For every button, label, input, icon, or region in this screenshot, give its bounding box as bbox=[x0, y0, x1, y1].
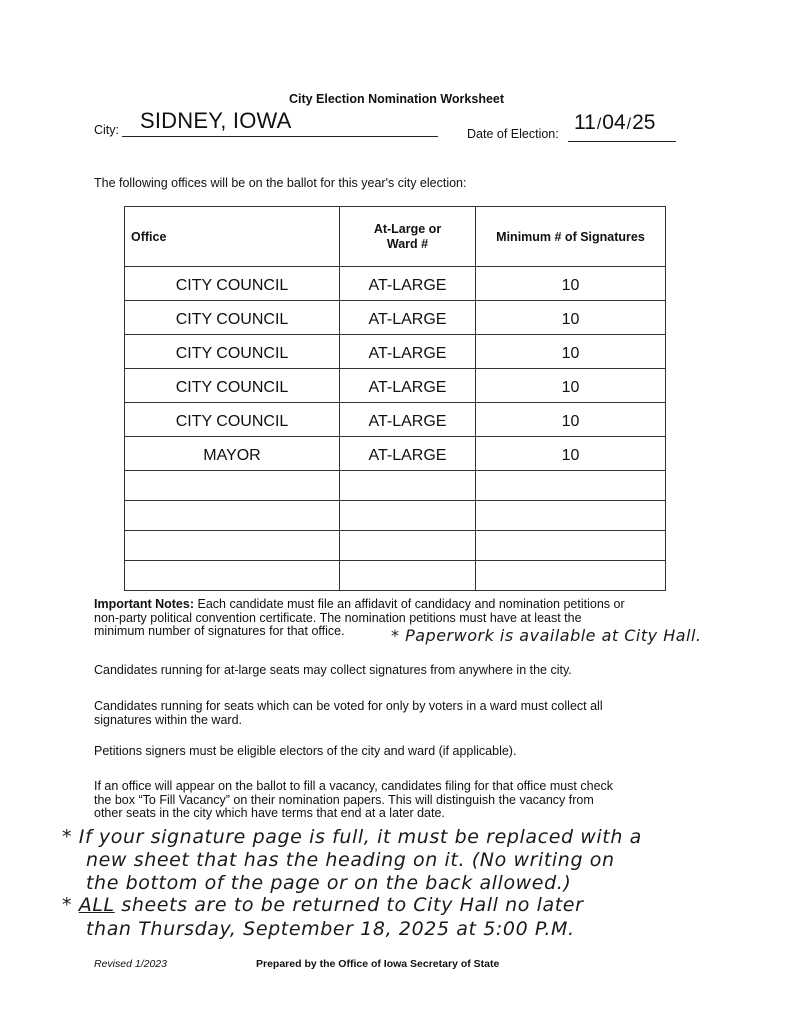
office-cell bbox=[125, 471, 340, 501]
ward-cell: AT-LARGE bbox=[340, 335, 476, 369]
ward-note-line-2: signatures within the ward. bbox=[94, 712, 242, 727]
ward-cell bbox=[340, 471, 476, 501]
office-cell: CITY COUNCIL bbox=[125, 335, 340, 369]
ward-cell: AT-LARGE bbox=[340, 267, 476, 301]
notes-line-1-text: Each candidate must file an affidavit of candidacy and nomination petitions or bbox=[197, 597, 625, 611]
handwritten-paperwork-note: * Paperwork is available at City Hall. bbox=[391, 626, 702, 645]
table-row bbox=[125, 403, 666, 437]
handwritten-line-2: new sheet that has the heading on it. (No writing on bbox=[86, 849, 615, 871]
notes-line-1 bbox=[94, 598, 699, 612]
handwritten-line-4-prefix: * bbox=[62, 894, 79, 916]
signatures-cell bbox=[476, 501, 666, 531]
notes-line-3: minimum number of signatures for that office. bbox=[94, 624, 345, 638]
revised-date: Revised 1/2023 bbox=[94, 958, 167, 970]
notes-line-2: non-party political convention certificate. The nomination petitions must have at least the bbox=[94, 610, 582, 625]
date-year: 25 bbox=[632, 111, 656, 134]
ward-note-line-1: Candidates running for seats which can be voted for only by voters in a ward must collect all bbox=[94, 699, 603, 713]
signatures-cell bbox=[476, 471, 666, 501]
ward-cell: AT-LARGE bbox=[340, 369, 476, 403]
office-cell bbox=[125, 501, 340, 531]
signatures-cell: 10 bbox=[476, 267, 666, 301]
intro-text: The following offices will be on the ballot for this year's city election: bbox=[94, 176, 467, 190]
prepared-by: Prepared by the Office of Iowa Secretary of State bbox=[256, 958, 500, 970]
table-row bbox=[125, 531, 666, 561]
table-header-row bbox=[125, 207, 666, 267]
handwritten-line-4 bbox=[62, 894, 584, 916]
table-row bbox=[125, 267, 666, 301]
table-row bbox=[125, 501, 666, 531]
office-cell bbox=[125, 531, 340, 561]
date-day: 04 bbox=[602, 111, 626, 134]
handwritten-line-5: than Thursday, September 18, 2025 at 5:00 P.M. bbox=[86, 918, 575, 940]
signatures-cell: 10 bbox=[476, 335, 666, 369]
signatures-cell bbox=[476, 531, 666, 561]
header-office: Office bbox=[125, 207, 340, 267]
office-cell: CITY COUNCIL bbox=[125, 369, 340, 403]
header-ward bbox=[340, 207, 476, 267]
date-underline bbox=[568, 141, 676, 142]
handwritten-line-1: * If your signature page is full, it must be replaced with a bbox=[62, 826, 642, 848]
signatures-cell: 10 bbox=[476, 301, 666, 335]
at-large-note: Candidates running for at-large seats may collect signatures from anywhere in the city. bbox=[94, 663, 572, 677]
offices-table bbox=[124, 206, 666, 591]
office-cell: MAYOR bbox=[125, 437, 340, 471]
signatures-cell: 10 bbox=[476, 403, 666, 437]
worksheet-title: City Election Nomination Worksheet bbox=[288, 92, 505, 106]
ward-cell: AT-LARGE bbox=[340, 301, 476, 335]
handwritten-all: ALL bbox=[78, 894, 115, 916]
office-cell bbox=[125, 561, 340, 591]
vacancy-note bbox=[94, 780, 694, 821]
vacancy-note-line-1: If an office will appear on the ballot to fill a vacancy, candidates filing for that office must check bbox=[94, 779, 614, 793]
vacancy-note-line-2: the box “To Fill Vacancy” on their nomination papers. This will distinguish the vacancy from bbox=[94, 792, 594, 807]
date-month: 11 bbox=[574, 111, 596, 134]
ward-note bbox=[94, 700, 694, 727]
signatures-cell: 10 bbox=[476, 369, 666, 403]
header-signatures: Minimum # of Signatures bbox=[476, 207, 666, 267]
notes-heading: Important Notes: bbox=[94, 597, 194, 611]
ward-cell bbox=[340, 531, 476, 561]
office-cell: CITY COUNCIL bbox=[125, 267, 340, 301]
header-ward-text: At-Large or Ward # bbox=[373, 221, 442, 251]
vacancy-note-line-3: other seats in the city which have terms that end at a later date. bbox=[94, 806, 445, 820]
office-cell: CITY COUNCIL bbox=[125, 403, 340, 437]
ward-cell bbox=[340, 501, 476, 531]
handwritten-line-3: the bottom of the page or on the back allowed.) bbox=[86, 872, 572, 894]
handwritten-line-4-rest: sheets are to be returned to City Hall no later bbox=[114, 894, 584, 916]
table-row bbox=[125, 301, 666, 335]
table-row bbox=[125, 437, 666, 471]
table-row bbox=[125, 471, 666, 501]
date-separator: / bbox=[596, 116, 602, 133]
election-date bbox=[574, 111, 655, 135]
city-underline bbox=[122, 136, 438, 137]
eligible-note: Petitions signers must be eligible electors of the city and ward (if applicable). bbox=[94, 744, 517, 758]
table-row bbox=[125, 369, 666, 403]
ward-cell: AT-LARGE bbox=[340, 437, 476, 471]
date-label: Date of Election: bbox=[467, 127, 559, 141]
city-value: SIDNEY, IOWA bbox=[140, 108, 292, 133]
table-row bbox=[125, 561, 666, 591]
office-cell: CITY COUNCIL bbox=[125, 301, 340, 335]
signatures-cell bbox=[476, 561, 666, 591]
table-row bbox=[125, 335, 666, 369]
ward-cell bbox=[340, 561, 476, 591]
city-label: City: bbox=[94, 123, 119, 137]
ward-cell: AT-LARGE bbox=[340, 403, 476, 437]
date-separator: / bbox=[626, 116, 632, 133]
signatures-cell: 10 bbox=[476, 437, 666, 471]
